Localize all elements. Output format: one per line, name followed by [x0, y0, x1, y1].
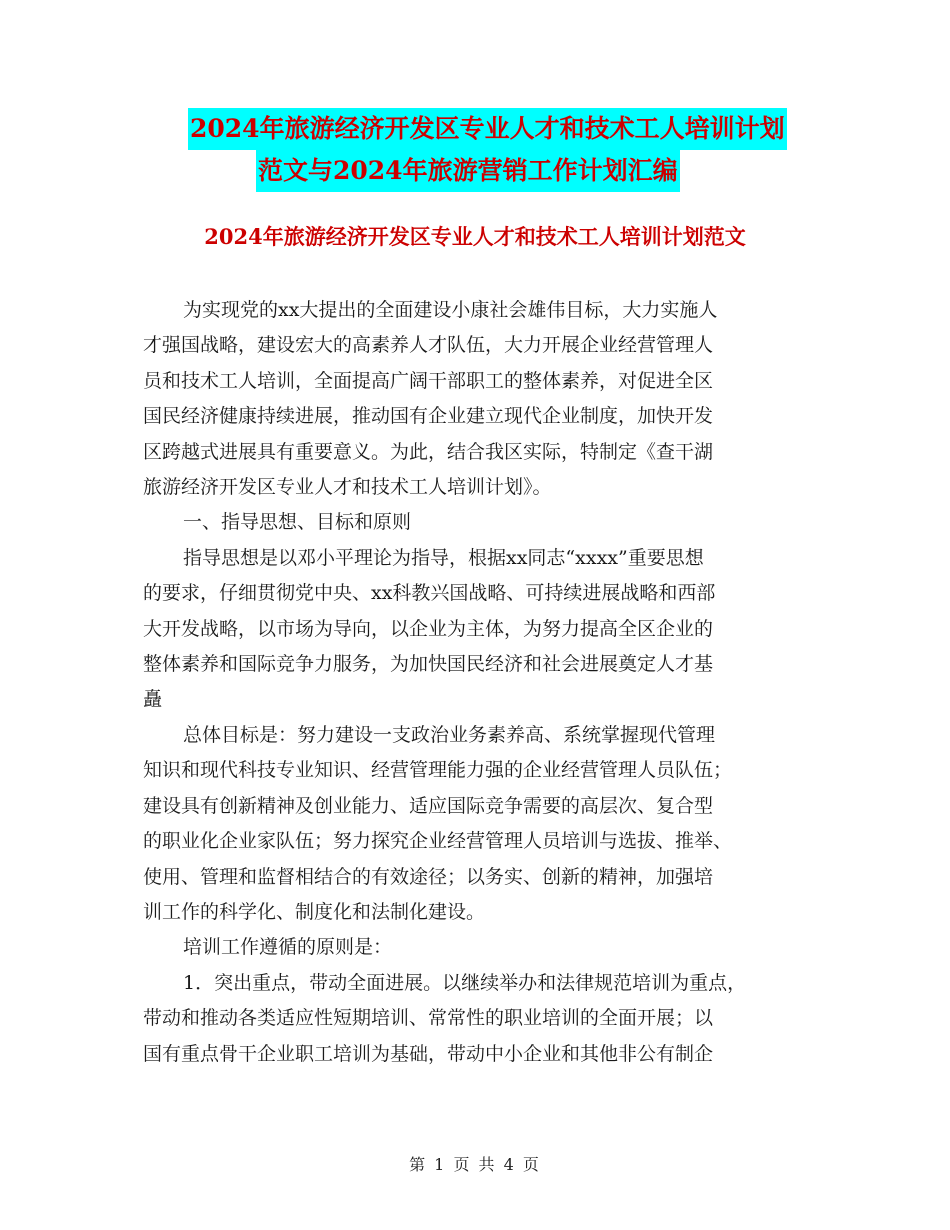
paragraph-line: 训工作的科学化、制度化和法制化建设。 — [143, 900, 486, 923]
paragraph — [143, 718, 815, 930]
page-footer: 第 1 页 共 4 页 — [409, 1155, 541, 1174]
section-title: 2024年旅游经济开发区专业人才和技术工人培训计划范文 — [204, 224, 746, 249]
paragraph-line: 知识和现代科技专业知识、经营管理能力强的企业经营管理人员队伍； — [143, 759, 733, 782]
paragraph-line: 员和技术工人培训，全面提高广阔干部职工的整体素养，对促进全区 — [143, 369, 714, 392]
paragraph-line: 旅游经济开发区专业人才和技术工人培训计划》。 — [143, 476, 552, 499]
paragraph-line: 1．突出重点，带动全面进展。以继续举办和法律规范培训为重点， — [183, 971, 747, 994]
paragraph-line: 国有重点骨干企业职工培训为基础，带动中小企业和其他非公有制企 — [143, 1042, 714, 1065]
paragraph-line: 总体目标是：努力建设一支政治业务素养高、系统掌握现代管理 — [183, 723, 716, 746]
paragraph-line: 指导思想是以邓小平理论为指导，根据xx同志“xxxx”重要思想 — [183, 546, 704, 569]
paragraph-line: 区跨越式进展具有重要意义。为此，结合我区实际，特制定《查干湖 — [143, 440, 714, 463]
paragraph-line: 国民经济健康持续进展，推动国有企业建立现代企业制度，加快开发 — [143, 405, 714, 428]
paragraph-line: 使用、管理和监督相结合的有效途径；以务实、创新的精神，加强培 — [143, 865, 714, 888]
title-line-1: 2024年旅游经济开发区专业人才和技术工人培训计划 — [188, 108, 787, 150]
paragraph — [143, 930, 815, 965]
paragraph-line: 整体素养和国际竞争力服务，为加快国民经济和社会进展奠定人才基 — [143, 653, 714, 676]
paragraph-line: 建设具有创新精神及创业能力、适应国际竞争需要的高层次、复合型 — [143, 794, 714, 817]
paragraph-line: 矗 — [143, 688, 163, 711]
paragraph-line: 带动和推动各类适应性短期培训、常常性的职业培训的全面开展；以 — [143, 1007, 714, 1030]
paragraph-line: 的要求，仔细贯彻党中央、xx科教兴国战略、可持续进展战略和西部 — [143, 582, 716, 605]
paragraph-line: 为实现党的xx大提出的全面建设小康社会雄伟目标，大力实施人 — [183, 299, 718, 321]
paragraph-line: 一、指导思想、目标和原则 — [183, 511, 412, 534]
document-title — [0, 108, 950, 192]
paragraph-line: 大开发战略，以市场为导向，以企业为主体，为努力提高全区企业的 — [143, 617, 714, 640]
paragraph-line: 才强国战略，建设宏大的高素养人才队伍，大力开展企业经营管理人 — [143, 334, 714, 357]
paragraph — [143, 541, 815, 718]
paragraph-line: 培训工作遵循的原则是： — [183, 936, 393, 959]
paragraph — [143, 293, 815, 505]
document-body — [143, 293, 815, 1072]
paragraph — [143, 505, 815, 540]
paragraph-line: 的职业化企业家队伍；努力探究企业经营管理人员培训与选拔、推举、 — [143, 830, 733, 853]
title-line-2: 范文与2024年旅游营销工作计划汇编 — [256, 150, 680, 192]
paragraph — [143, 966, 815, 1072]
